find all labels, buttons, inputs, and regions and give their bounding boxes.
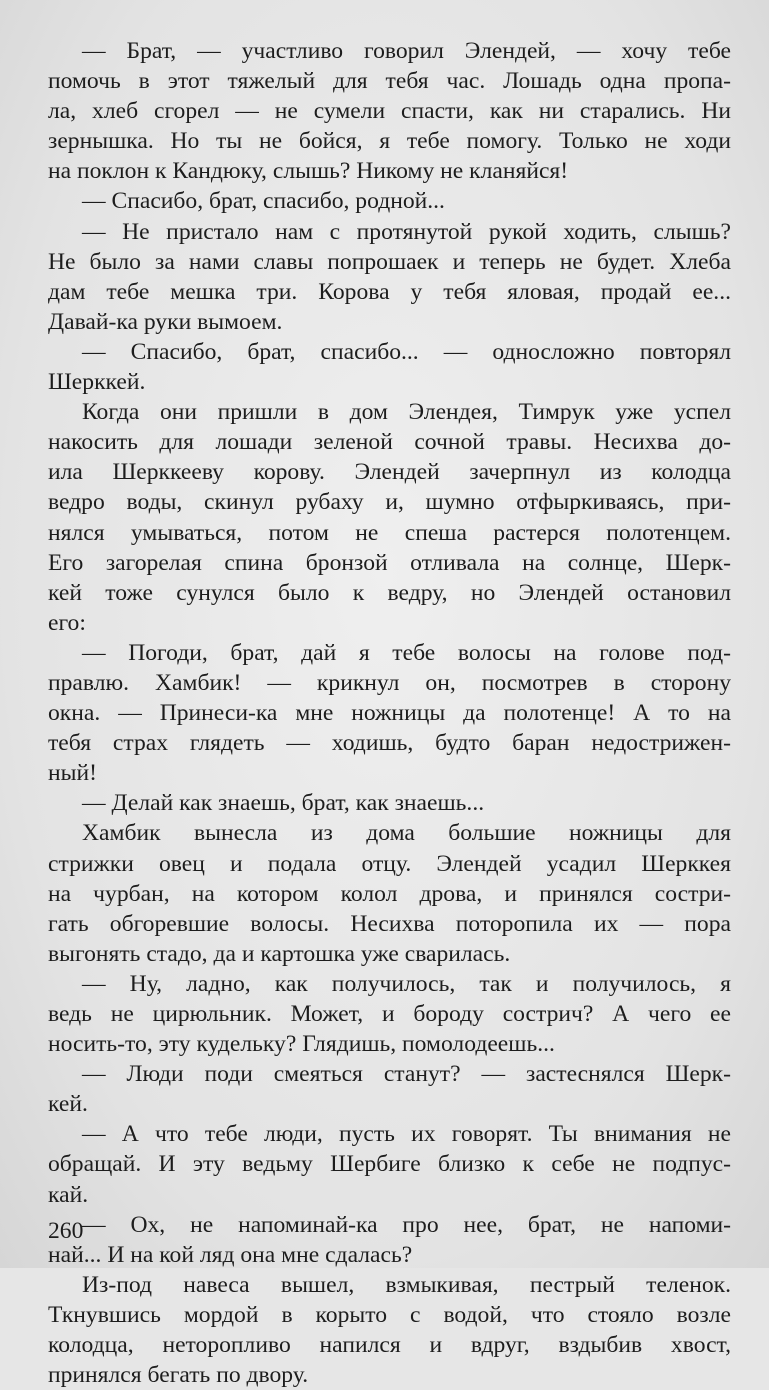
text-line: Давай-ка руки вымоем.: [48, 308, 283, 335]
text-line: кай.: [48, 1181, 89, 1208]
text-line: ведро воды, скинул рубаху и, шумно отфыркиваясь, при-: [48, 489, 731, 516]
text-line: ведь не цирюльник. Может, и бороду сострич? А чего ее: [48, 1001, 731, 1027]
text-line: на поклон к Кандюку, слышь? Никому не кланяйся!: [48, 158, 569, 185]
text-line: колодца, неторопливо напился и вдруг, вздыбив хвост,: [48, 1332, 731, 1359]
text-line: помочь в этот тяжелый для тебя час. Лошадь одна пропа-: [48, 68, 731, 95]
paragraph: [48, 1210, 731, 1270]
text-line: принялся бегать по двору.: [48, 1362, 309, 1389]
text-line: Когда они пришли в дом Элендея, Тимрук уже успел: [82, 399, 731, 426]
text-line: ила Шерккееву корову. Элендей зачерпнул из колодца: [48, 459, 731, 486]
text-line: — Брат, — участливо говорил Элендей, — хочу тебе: [82, 38, 731, 64]
text-line: Хамбик вынесла из дома большие ножницы для: [82, 820, 731, 847]
text-line: кей.: [48, 1091, 88, 1118]
text-line: накосить для лошади зеленой сочной травы. Несихва до-: [48, 429, 731, 456]
paragraph: [48, 217, 731, 337]
paragraph: [48, 186, 731, 216]
text-line: выгонять стадо, да и картошка уже сварилась.: [48, 940, 511, 967]
text-line: окна. — Принеси-ка мне ножницы да полотенце! А то на: [48, 700, 731, 727]
page-number: 260: [48, 1218, 84, 1244]
text-line: дам тебе мешка три. Корова у тебя яловая, продай ее...: [48, 278, 731, 305]
paragraph: [48, 1270, 731, 1390]
text-line: гать обгоревшие волосы. Несихва поторопила их — пора: [48, 910, 731, 937]
paragraph: [48, 638, 731, 788]
text-line: его:: [48, 609, 86, 636]
text-line: — Погоди, брат, дай я тебе волосы на голове под-: [82, 639, 731, 666]
text-line: кей тоже сунулся было к ведру, но Элендей остановил: [48, 579, 731, 606]
paragraph: [48, 36, 731, 186]
text-line: ла, хлеб сгорел — не сумели спасти, как ни старались. Ни: [48, 98, 731, 125]
page-text: [48, 36, 731, 1390]
text-line: Шерккей.: [48, 369, 146, 396]
text-line: ный!: [48, 760, 97, 787]
paragraph: [48, 1059, 731, 1119]
text-line: Ткнувшись мордой в корыто с водой, что стояло возле: [48, 1301, 731, 1328]
text-line: нялся умываться, потом не спеша растерся полотенцем.: [48, 519, 731, 546]
text-line: Его загорелая спина бронзой отливала на солнце, Шерк-: [48, 549, 731, 576]
text-line: — Ну, ладно, как получилось, так и получилось, я: [82, 970, 731, 997]
text-line: — Спасибо, брат, спасибо, родной...: [82, 188, 445, 215]
text-line: — А что тебе люди, пусть их говорят. Ты внимания не: [82, 1121, 731, 1148]
paragraph: [48, 337, 731, 397]
text-line: — Ох, не напоминай-ка про нее, брат, не напоми-: [82, 1211, 731, 1238]
paragraph: [48, 397, 731, 638]
text-line: Не было за нами славы попрошаек и теперь не будет. Хлеба: [48, 248, 731, 275]
text-line: — Делай как знаешь, брат, как знаешь...: [82, 790, 485, 817]
text-line: правлю. Хамбик! — крикнул он, посмотрев в сторону: [48, 669, 731, 696]
paragraph: [48, 818, 731, 968]
text-line: Из-под навеса вышел, взмыкивая, пестрый теленок.: [82, 1271, 731, 1298]
text-line: на чурбан, на котором колол дрова, и принялся состри-: [48, 880, 731, 907]
text-line: стрижки овец и подала отцу. Элендей усадил Шерккея: [48, 850, 731, 877]
text-line: — Спасибо, брат, спасибо... — односложно повторял: [82, 338, 731, 365]
text-line: — Люди поди смеяться станут? — застеснялся Шерк-: [82, 1061, 731, 1088]
text-line: носить-то, эту кудельку? Глядишь, помолодеешь...: [48, 1031, 555, 1058]
text-line: обращай. И эту ведьму Шербиге близко к себе не подпус-: [48, 1151, 731, 1178]
paragraph: [48, 788, 731, 818]
paragraph: [48, 969, 731, 1059]
text-line: най... И на кой ляд она мне сдалась?: [48, 1241, 413, 1268]
text-line: тебя страх глядеть — ходишь, будто баран недострижен-: [48, 730, 731, 757]
text-line: зернышка. Но ты не бойся, я тебе помогу. Только не ходи: [48, 128, 731, 155]
text-line: — Не пристало нам с протянутой рукой ходить, слышь?: [82, 218, 731, 245]
paragraph: [48, 1119, 731, 1209]
